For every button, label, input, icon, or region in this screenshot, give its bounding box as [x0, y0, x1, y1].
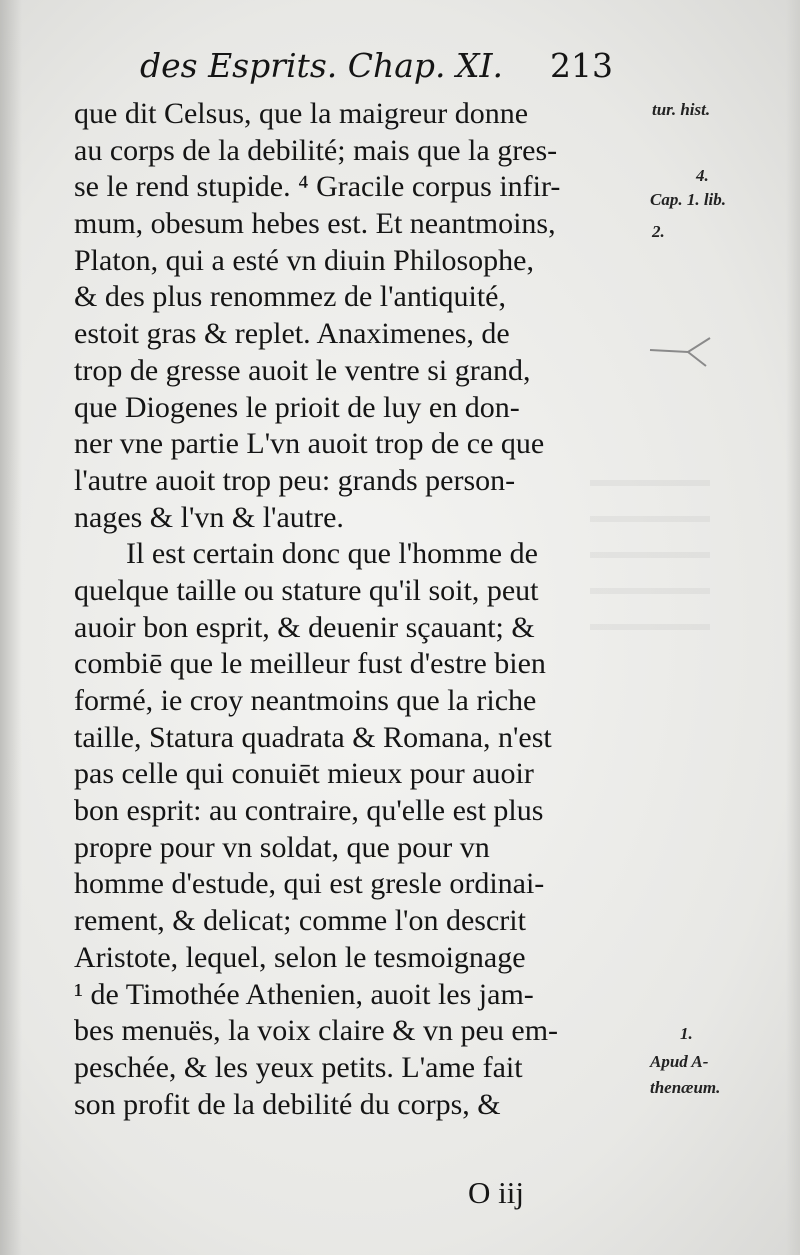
text-line: auoir bon esprit, & deuenir sçauant; &	[74, 610, 535, 644]
text-line: peschée, & les yeux petits. L'ame fait	[74, 1050, 523, 1084]
text-line: trop de gresse auoit le ventre si grand,	[74, 353, 531, 387]
text-line: se le rend stupide. ⁴ Gracile corpus infir-	[74, 170, 561, 204]
margin-note: 2.	[652, 222, 665, 241]
text-line: que Diogenes le prioit de luy en don-	[74, 390, 520, 424]
margin-note: 1.	[680, 1024, 693, 1043]
text-line-paragraph-start: Il est certain donc que l'homme de	[126, 537, 538, 571]
text-line: taille, Statura quadrata & Romana, n'est	[74, 720, 552, 754]
text-line: bes menuës, la voix claire & vn peu em-	[74, 1014, 559, 1048]
text-line: au corps de la debilité; mais que la gres-	[74, 133, 558, 167]
page-header	[140, 46, 630, 98]
margin-note: Cap. 1. lib.	[650, 190, 727, 209]
running-title: des Esprits. Chap. XI.	[140, 46, 504, 85]
margin-notes	[640, 0, 800, 1255]
ink-mark	[648, 330, 718, 370]
text-line: bon esprit: au contraire, qu'elle est plus	[74, 794, 544, 828]
text-line: Platon, qui a esté vn diuin Philosophe,	[74, 243, 534, 277]
margin-note: tur. hist.	[652, 100, 711, 119]
text-line: pas celle qui conuiēt mieux pour auoir	[74, 757, 534, 791]
text-line: ner vne partie L'vn auoit trop de ce que	[74, 427, 545, 461]
margin-note: Apud A-	[650, 1052, 709, 1071]
page-shadow-left	[0, 0, 22, 1255]
text-line: que dit Celsus, que la maigreur donne	[74, 97, 529, 130]
page-number: 213	[550, 46, 613, 85]
text-line: l'autre auoit trop peu: grands person-	[74, 463, 516, 497]
text-line: ¹ de Timothée Athenien, auoit les jam-	[74, 977, 534, 1011]
text-line: formé, ie croy neantmoins que la riche	[74, 684, 537, 717]
text-line: Aristote, lequel, selon le tesmoignage	[74, 940, 526, 974]
text-line: mum, obesum hebes est. Et neantmoins,	[74, 207, 556, 241]
margin-note: 4.	[696, 166, 709, 185]
margin-note: thenæum.	[650, 1078, 721, 1097]
text-line: combiē que le meilleur fust d'estre bien	[74, 647, 546, 681]
signature-mark: O iij	[468, 1175, 524, 1210]
text-line: propre pour vn soldat, que pour vn	[74, 830, 490, 864]
text-line: estoit gras & replet. Anaximenes, de	[74, 317, 510, 351]
text-line: nages & l'vn & l'autre.	[74, 500, 344, 534]
text-line: homme d'estude, qui est gresle ordinai-	[74, 867, 545, 901]
text-line: son profit de la debilité du corps, &	[74, 1087, 501, 1121]
text-line: quelque taille ou stature qu'il soit, peut	[74, 573, 539, 607]
text-line: & des plus renommez de l'antiquité,	[74, 280, 506, 314]
body-text	[74, 96, 634, 1123]
text-line: rement, & delicat; comme l'on descrit	[74, 904, 526, 938]
